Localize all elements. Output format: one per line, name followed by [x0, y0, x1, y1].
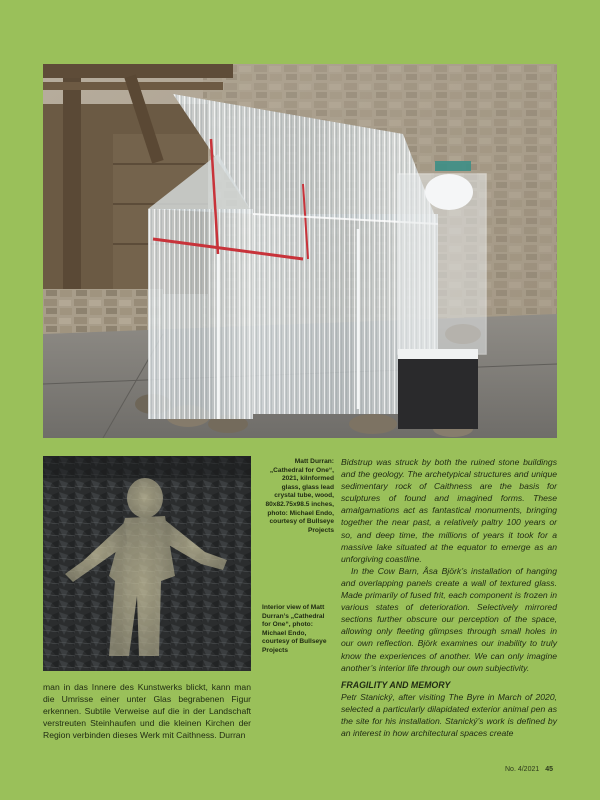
paragraph-3: Petr Stanický, after visiting The Byre in March of 2020, selected a particularly dilapidated exterior animal pen as the site for his installation. Stanický’s work is defined by an interest in how architectural spaces create [341, 691, 557, 739]
paragraph-1: Bidstrup was struck by both the ruined stone buildings and the geology. The archetypical structures and unique sedimentary rock of Caithness are the basis for sculptures of found and imagined forms. These amalgamations act as fantastical monuments, bringing together the near past, a relatively paltry 100 years or so, and deep time, the millions of years it took for a massive lake situated at the equator to emerge as an unforgiving coastline. [341, 457, 557, 564]
right-column [341, 456, 557, 739]
left-paragraph: man in das Innere des Kunstwerks blickt, kann man die Umrisse einer unter Glas begrabenen Figur erkennen. Subtile Verweise auf die in der Landschaft verstreuten Steinhaufen und die kleinen Kirchen der Region verbinden dieses Werk mit Caithness. Durran [43, 682, 251, 741]
left-column [43, 681, 251, 741]
issue-number: No. 4/2021 [505, 766, 540, 773]
main-photo [43, 64, 557, 438]
installation-photo [43, 64, 557, 438]
inset-photo [43, 456, 251, 671]
page-number: 45 [545, 766, 554, 773]
page-footer [505, 766, 553, 773]
photo-caption-main: Matt Durran: „Cathedral for One“, 2021, kilnformed glass, glass lead crystal tube, wood, 80x82.75x98.5 inches, photo: Michael Endo, courtesy of Bullseye Projects [265, 458, 334, 534]
interior-view-photo [43, 456, 251, 671]
paragraph-2: In the Cow Barn, Åsa Björk’s installation of hanging and overlapping panels create a wall of textured glass. Made primarily of fused frit, each component is frozen in various states of deterioration. Selectively mirrored sections further obscure our perception of the space, allowing only fleeting glimpses through small holes in our own reflection. Björk examines our inability to truly know the experiences of another. We can only imagine another’s interior life through our own subjectivity. [341, 565, 557, 673]
section-heading: FRAGILITY AND MEMORY [341, 679, 451, 690]
photo-caption-inset: Interior view of Matt Durran’s „Cathedral for One“, photo: Michael Endo, courtesy of Bullseye Projects [262, 604, 327, 654]
